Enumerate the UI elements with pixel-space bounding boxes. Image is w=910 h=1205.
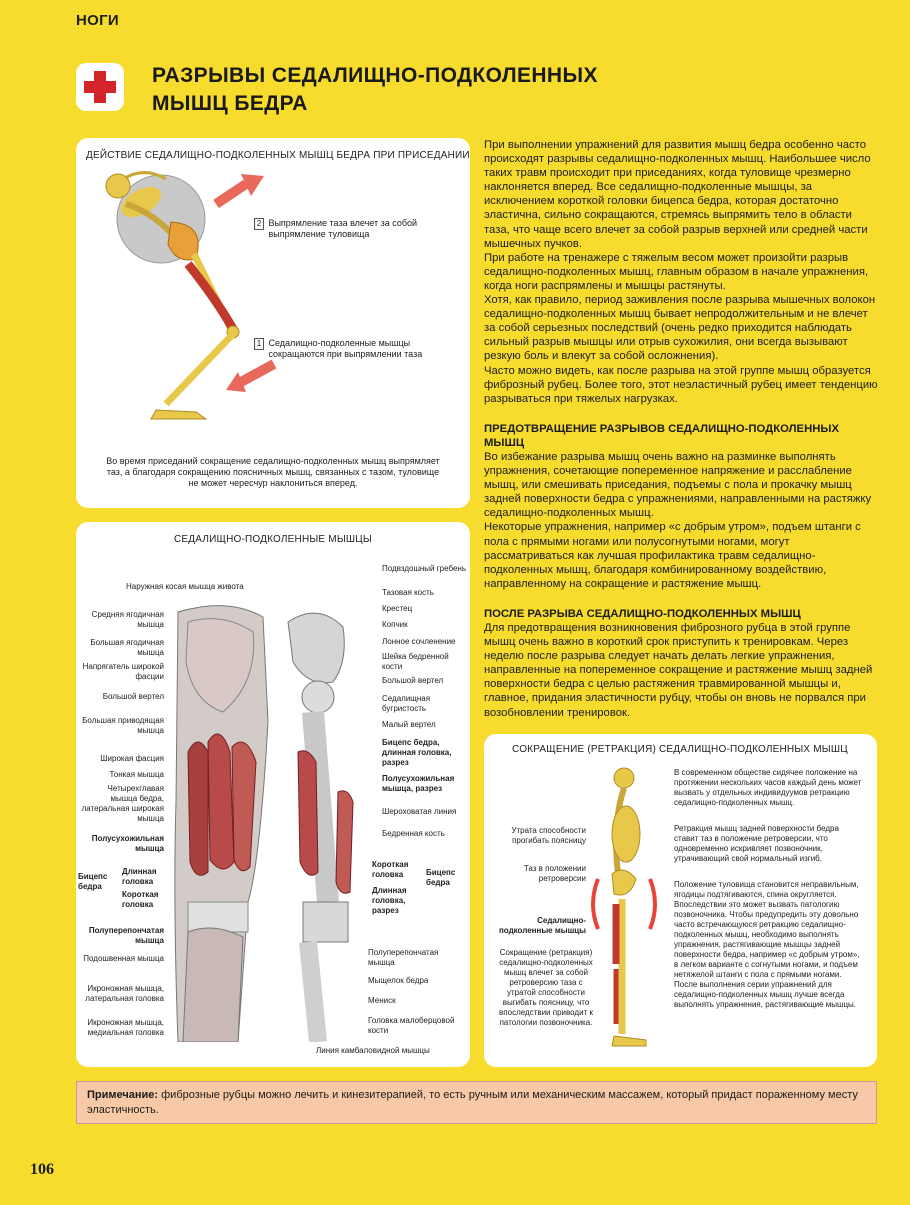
heading-after-rupture: ПОСЛЕ РАЗРЫВА СЕДАЛИЩНО-ПОДКОЛЕННЫХ МЫШЦ: [484, 607, 801, 620]
first-aid-cross-icon: [76, 63, 124, 111]
label-external-oblique: Наружная косая мышца живота: [126, 582, 244, 591]
label-coccyx: Копчик: [382, 620, 408, 629]
label-vastus-lateralis: Четырехглавая мышца бедра, латеральная широкая мышца: [81, 784, 164, 823]
label-biceps-femoris-left: Бицепс бедра: [78, 872, 108, 891]
page-number: 106: [30, 1161, 54, 1178]
label-adductor-magnus: Большая приводящая мышца: [82, 716, 164, 735]
label-sacrum: Крестец: [382, 604, 413, 613]
label-fascia-lata: Широкая фасция: [100, 754, 164, 763]
label-femoral-condyle: Мыщелок бедра: [368, 976, 429, 985]
label-hamstrings: Седалищно-подколенные мышцы: [498, 916, 586, 935]
label-short-head-right: Короткая головка: [372, 860, 409, 879]
squat-skeleton-illustration: [96, 164, 326, 426]
step-2-number: 2: [254, 218, 264, 230]
label-soleal-line: Линия камбаловидной мышцы: [316, 1046, 430, 1055]
label-semitendinosus-cut: Полусухожильная мышца, разрез: [382, 774, 455, 793]
paragraph-6: Некоторые упражнения, например «с добрым утром», подъем штанги с пола с прямыми ногами или полусогнутыми ногами, могут рассматриваться как лучшая профилактика травм седалищно-подколенных мышц, благодаря комбинированному воздействию, направленному на сокращение и растяжение мышц.: [484, 521, 861, 590]
label-pelvic-bone: Тазовая кость: [382, 588, 434, 597]
section-label: НОГИ: [76, 12, 119, 29]
label-biceps-femoris-right: Бицепс бедра: [426, 868, 456, 887]
label-semitendinosus-left: Полусухожильная мышца: [91, 834, 164, 853]
label-femoral-neck: Шейка бедренной кости: [382, 652, 449, 671]
label-fibula-head: Головка малоберцовой кости: [368, 1016, 455, 1035]
hamstring-anatomy-illustration: [168, 602, 383, 1042]
label-iliac-crest: Подвздошный гребень: [382, 564, 466, 573]
label-plantaris: Подошвенная мышца: [83, 954, 164, 963]
retraction-caption-left: Сокращение (ретракция) седалищно-подколенных мышц влечет за собой ретроверсию таза с утратой способности выгибать поясницу, что впоследствии приводит к патологии позвоночника.: [499, 948, 593, 1027]
label-meniscus: Мениск: [368, 996, 396, 1005]
label-semimembranosus-left: Полуперепончатая мышца: [88, 926, 164, 945]
paragraph-3: Хотя, как правило, период заживления после разрыва мышечных волокон седалищно-подколенных мышц бывает непродолжительным и не влечет за собой серьезных последствий (очень редко приходится наблюдать сильный разрыв мышцы или отрыв сухожилия, они всегда вызывают резкую боль и влекут за собой осложнения).: [484, 294, 876, 363]
anatomy-panel: [76, 522, 470, 1067]
label-femur: Бедренная кость: [382, 829, 445, 838]
label-gastrocnemius-medial: Икроножная мышца, медиальная головка: [87, 1018, 164, 1037]
step-1-text: Седалищно-подколенные мышцы сокращаются при выпрямлении таза: [268, 338, 423, 359]
step-2-text: Выпрямление таза влечет за собой выпрямление туловища: [268, 218, 418, 239]
label-tensor-fasciae: Напрягатель широкой фасции: [82, 662, 164, 681]
paragraph-2: При работе на тренажере с тяжелым весом может произойти разрыв седалищно-подколенных мышц, главным образом в начале упражнения, когда ноги распрямлены и мышцы растянуты.: [484, 251, 869, 292]
step-1-number: 1: [254, 338, 264, 350]
main-text-column: [484, 138, 879, 720]
title-line-2: МЫШЦ БЕДРА: [152, 92, 308, 115]
label-long-head: Длинная головка: [122, 867, 157, 886]
page-title: [152, 62, 602, 118]
squat-panel: [76, 138, 470, 508]
anatomy-panel-heading: СЕДАЛИЩНО-ПОДКОЛЕННЫЕ МЫШЦЫ: [174, 534, 372, 545]
label-gluteus-medius: Средняя ягодичная мышца: [91, 610, 164, 629]
label-biceps-long-head-cut: Бицепс бедра, длинная головка, разрез: [382, 738, 452, 767]
retraction-text-p3: Положение туловища становится неправильным, ягодицы подтягиваются, спина округляется. Впоследствии это может вызвать патологию позвоночника. Чтобы предупредить эту довольно часто встречающуюся ретракцию седалищно-подколенных мышц, необходимо выполнять упражнения, растягивающие мышцы задней поверхности бедра, например «с добрым утром», в легком варианте с согнутыми ногами, и подъем нетяжелой штанги с пола с прямыми ногами. После выполнения серии упражнений для седалищно-подколенных мышц лучше всегда выполнять упражнения, растягивающие мышцы.: [674, 880, 860, 1009]
label-lordosis-loss: Утрата способности прогибать поясницу: [511, 826, 586, 845]
label-gluteus-maximus: Большая ягодичная мышца: [90, 638, 164, 657]
retraction-text-p1: В современном обществе сидячее положение на протяжении нескольких часов каждый день может вызвать у отдельных индивидуумов ретракцию седалищно-подколенных мышц.: [674, 768, 862, 807]
label-gracilis: Тонкая мышца: [109, 770, 164, 779]
label-pubic-symphysis: Лонное сочленение: [382, 637, 456, 646]
paragraph-4: Часто можно видеть, как после разрыва на этой группе мышц образуется фиброзный рубец. Более того, этот неэластичный рубец имеет тенденцию разрываться при тяжелых нагрузках.: [484, 364, 878, 405]
label-pelvis-retroversion: Таз в положении ретроверсии: [523, 864, 586, 883]
label-ischial-tuberosity: Седалищная бугристость: [382, 694, 431, 713]
retraction-panel-heading: СОКРАЩЕНИЕ (РЕТРАКЦИЯ) СЕДАЛИЩНО-ПОДКОЛЕННЫХ МЫШЦ: [512, 744, 848, 755]
label-lesser-trochanter: Малый вертел: [382, 720, 436, 729]
label-greater-trochanter-left: Большой вертел: [102, 692, 164, 701]
label-long-head-cut: Длинная головка, разрез: [372, 886, 407, 915]
note-label: Примечание:: [87, 1089, 159, 1101]
paragraph-7: Для предотвращения возникновения фиброзного рубца в этой группе мышц очень важно в короткий срок приступить к тренировкам. Через неделю после разрыва следует начать делать легкие упражнения, направленные на попеременное сокращение и растяжение мышц задней поверхности бедра с целью растяжения травмированной мышцы и, главное, придания эластичности рубцу, чтобы он вновь не порвался при возобновлении тренировок.: [484, 622, 873, 719]
label-short-head-left: Короткая головка: [122, 890, 159, 909]
note-text: фиброзные рубцы можно лечить и кинезитерапией, то есть ручным или механическим массажем, который придаст пораженному месту эластичность.: [87, 1089, 858, 1116]
title-line-1: РАЗРЫВЫ СЕДАЛИЩНО-ПОДКОЛЕННЫХ: [152, 64, 598, 87]
note-box: [76, 1081, 877, 1124]
paragraph-1: При выполнении упражнений для развития мышц бедра особенно часто происходят разрывы седалищно-подколенных мышц. Наибольшее число таких травм происходит при приседаниях, когда туловище чрезмерно наклоняется вперед. Все седалищно-подколенные мышцы, за исключением короткой головки бицепса бедра, которая достаточно эластична, сильно сокращаются, стремясь выпрямить тело в области таза, что чаще всего влечет за собой разрыв верхней или средней части мышечных пучков.: [484, 139, 871, 250]
retraction-panel: [484, 734, 877, 1067]
standing-skeleton-illustration: [584, 764, 664, 1054]
label-greater-trochanter-right: Большой вертел: [382, 676, 444, 685]
step-2-row: [254, 218, 454, 240]
step-1-row: [254, 338, 454, 360]
retraction-text-p2: Ретракция мышц задней поверхности бедра ставит таз в положение ретроверсии, что одновременно искривляет позвоночник, утрачивающий свой нормальный изгиб.: [674, 824, 839, 863]
heading-prevention: ПРЕДОТВРАЩЕНИЕ РАЗРЫВОВ СЕДАЛИЩНО-ПОДКОЛЕННЫХ МЫШЦ: [484, 422, 839, 449]
paragraph-5: Во избежание разрыва мышц очень важно на разминке выполнять упражнения, сочетающие попеременное напряжение и расслабление мышц, или смешивать приседания, подъемы с пола и прокачку мышц задней поверхности бедра с упражнениями, направленными на растяжку седалищно-подколенных мышц.: [484, 450, 872, 520]
label-semimembranosus-right: Полуперепончатая мышца: [368, 948, 439, 967]
label-linea-aspera: Шероховатая линия: [382, 807, 457, 816]
label-gastrocnemius-lateral: Икроножная мышца, латеральная головка: [85, 984, 164, 1003]
squat-caption: Во время приседаний сокращение седалищно-подколенных мышц выпрямляет таз, а благодаря сокращению поясничных мышц, связанных с тазом, туловище не может чересчур наклониться вперед.: [106, 456, 440, 488]
squat-panel-heading: ДЕЙСТВИЕ СЕДАЛИЩНО-ПОДКОЛЕННЫХ МЫШЦ БЕДРА ПРИ ПРИСЕДАНИИ: [86, 150, 470, 161]
